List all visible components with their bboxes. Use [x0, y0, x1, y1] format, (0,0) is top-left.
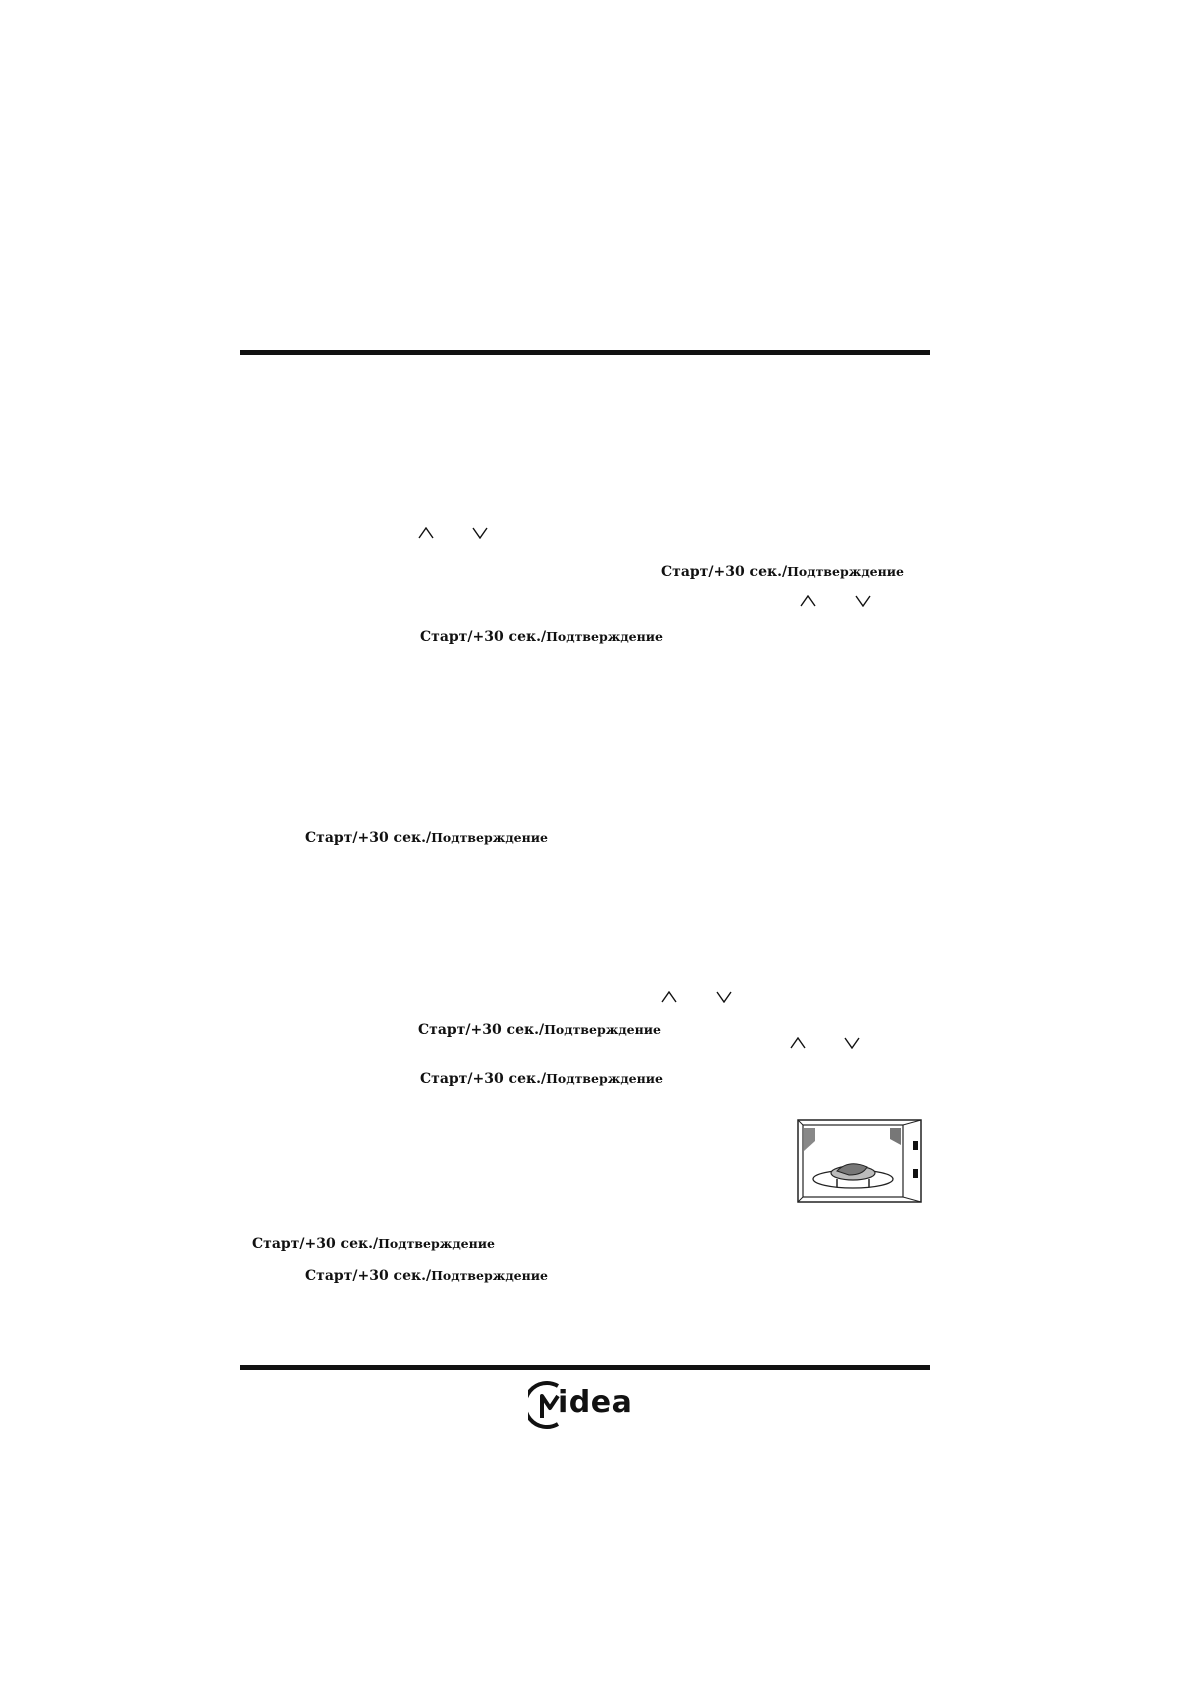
- down-arrow-icon: [716, 991, 732, 1003]
- up-arrow-icon: [418, 527, 434, 539]
- start-confirm-button-label: Старт/+30 сек./Подтверждение: [252, 1236, 495, 1252]
- start-confirm-button-label: Старт/+30 сек./Подтверждение: [420, 629, 663, 645]
- microwave-interior-illustration: [797, 1119, 922, 1203]
- bottom-divider: [240, 1365, 930, 1370]
- logo-wordmark: idea: [558, 1385, 633, 1420]
- start-confirm-button-label: Старт/+30 сек./Подтверждение: [661, 564, 904, 580]
- down-arrow-icon: [855, 595, 871, 607]
- up-arrow-icon: [790, 1037, 806, 1049]
- down-arrow-icon: [844, 1037, 860, 1049]
- start-confirm-button-label: Старт/+30 сек./Подтверждение: [418, 1022, 661, 1038]
- top-divider: [240, 350, 930, 355]
- start-confirm-button-label: Старт/+30 сек./Подтверждение: [305, 830, 548, 846]
- start-confirm-button-label: Старт/+30 сек./Подтверждение: [305, 1268, 548, 1284]
- up-arrow-icon: [661, 991, 677, 1003]
- down-arrow-icon: [472, 527, 488, 539]
- midea-logo: [528, 1378, 658, 1430]
- up-arrow-icon: [800, 595, 816, 607]
- start-confirm-button-label: Старт/+30 сек./Подтверждение: [420, 1071, 663, 1087]
